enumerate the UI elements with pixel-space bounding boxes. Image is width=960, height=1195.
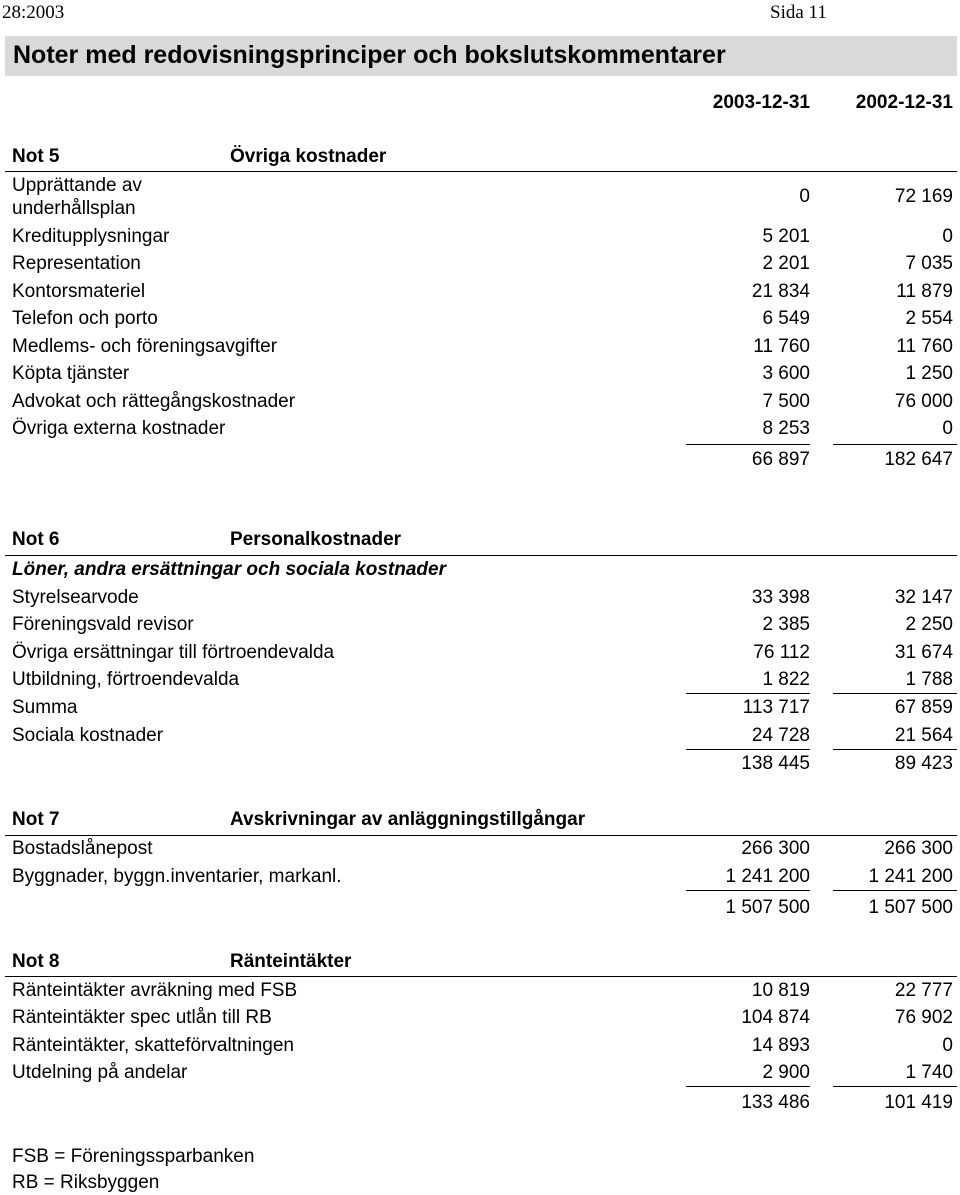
value-2002: 0 [942, 418, 953, 439]
row-label: Advokat och rättegångskostnader [12, 391, 296, 412]
row-label: Utbildning, förtroendevalda [12, 669, 240, 690]
note-title: Personalkostnader [230, 529, 402, 550]
value-2002: 11 760 [896, 336, 953, 357]
sum-underline [833, 1086, 957, 1087]
value-2003: 104 874 [741, 1007, 810, 1028]
total-2002: 89 423 [894, 753, 953, 774]
value-2003: 2 900 [762, 1062, 810, 1083]
column-header-2002: 2002-12-31 [855, 92, 953, 113]
note-number: Not 8 [12, 951, 60, 972]
value-2003: 76 112 [753, 642, 810, 663]
value-2003: 6 549 [762, 308, 810, 329]
row-label: Sociala kostnader [12, 725, 164, 746]
note-5-row [0, 363, 960, 389]
value-2003: 5 201 [762, 226, 810, 247]
note-5-row [0, 336, 960, 362]
note-8-row [0, 1062, 960, 1088]
value-2002: 72 169 [894, 186, 953, 207]
page-title: Noter med redovisningsprinciper och bokslutskommentarer [13, 41, 726, 69]
row-label: Medlems- och föreningsavgifter [12, 336, 278, 357]
value-2002: 2 250 [905, 614, 953, 635]
row-label: Ränteintäkter, skatteförvaltningen [12, 1035, 295, 1056]
value-2002: 0 [942, 226, 953, 247]
column-header-2003: 2003-12-31 [712, 92, 810, 113]
row-label: Styrelsearvode [12, 587, 139, 608]
value-2002: 31 674 [894, 642, 953, 663]
total-2003: 66 897 [751, 449, 810, 470]
note-6-row [0, 614, 960, 640]
value-2002: 2 554 [905, 308, 953, 329]
note-5-row [0, 391, 960, 417]
value-2003: 7 500 [762, 391, 810, 412]
value-2003: 2 385 [762, 614, 810, 635]
page-number: Sida 11 [770, 2, 827, 23]
total-2002: 182 647 [884, 449, 953, 470]
value-2003: 266 300 [741, 838, 810, 859]
value-2002: 1 788 [905, 669, 953, 690]
value-2002: 67 859 [894, 697, 953, 718]
value-2002: 1 740 [905, 1062, 953, 1083]
note-5-row [0, 226, 960, 252]
note-5-row [0, 253, 960, 279]
note-7-header [0, 809, 960, 835]
total-2003: 1 507 500 [725, 897, 810, 918]
note-6-rule [5, 555, 957, 556]
value-2003: 24 728 [751, 725, 810, 746]
value-2003: 113 717 [742, 697, 810, 718]
note-number: Not 6 [12, 529, 60, 550]
note-6-total [0, 753, 960, 779]
value-2003: 33 398 [751, 587, 810, 608]
sum-underline [833, 749, 957, 750]
note-6-row [0, 697, 960, 723]
sum-underline [833, 890, 957, 891]
value-2002: 266 300 [884, 838, 953, 859]
total-2003: 138 445 [741, 753, 810, 774]
value-2003: 2 201 [762, 253, 810, 274]
sum-underline [686, 1086, 810, 1087]
value-2002: 22 777 [894, 980, 953, 1001]
total-2002: 1 507 500 [868, 897, 953, 918]
total-2002: 101 419 [884, 1092, 953, 1113]
note-8-rule [5, 976, 957, 977]
note-6-header [0, 529, 960, 555]
row-label: Föreningsvald revisor [12, 614, 194, 635]
sum-underline [686, 444, 810, 445]
value-2003: 3 600 [762, 363, 810, 384]
row-label: Kreditupplysningar [12, 226, 170, 247]
row-label: Representation [12, 253, 141, 274]
note-title: Ränteintäkter [230, 951, 352, 972]
note-8-row [0, 980, 960, 1006]
value-2002: 1 250 [905, 363, 953, 384]
row-label: Köpta tjänster [12, 363, 130, 384]
footnote: FSB = Föreningssparbanken [12, 1146, 255, 1167]
note-5-row [0, 418, 960, 444]
note-5-row [0, 308, 960, 334]
sum-underline [833, 444, 957, 445]
row-label: Summa [12, 697, 78, 718]
row-label: Ränteintäkter avräkning med FSB [12, 980, 298, 1001]
note-7-row [0, 866, 960, 892]
row-label: Övriga externa kostnader [12, 418, 226, 439]
note-number: Not 5 [12, 146, 60, 167]
value-2002: 76 902 [894, 1007, 953, 1028]
note-number: Not 7 [12, 809, 60, 830]
row-label: Bostadslånepost [12, 838, 153, 859]
note-8-total [0, 1092, 960, 1118]
note-6-row [0, 642, 960, 668]
value-2002: 76 000 [894, 391, 953, 412]
row-label: Övriga ersättningar till förtroendevalda [12, 642, 335, 663]
note-5-rule [5, 171, 957, 172]
value-2003: 8 253 [762, 418, 810, 439]
value-2003: 21 834 [751, 281, 810, 302]
note-5-header [0, 146, 960, 172]
sum-underline [686, 890, 810, 891]
note-5-row [0, 186, 960, 212]
row-label-line: Upprättande av [12, 175, 142, 196]
note-6-row [0, 725, 960, 751]
note-5-row [0, 281, 960, 307]
note-6-row [0, 587, 960, 613]
row-label: Utdelning på andelar [12, 1062, 188, 1083]
title-bar [5, 36, 957, 76]
note-6-subheading: Löner, andra ersättningar och sociala kostnader [12, 559, 446, 580]
note-7-row [0, 838, 960, 864]
value-2003: 1 822 [762, 669, 810, 690]
row-label: Kontorsmateriel [12, 281, 146, 302]
note-title: Övriga kostnader [230, 146, 387, 167]
note-8-row [0, 1007, 960, 1033]
value-2002: 11 879 [896, 281, 953, 302]
note-5-total [0, 449, 960, 475]
row-label: Ränteintäkter spec utlån till RB [12, 1007, 272, 1028]
total-2003: 133 486 [741, 1092, 810, 1113]
value-2003: 1 241 200 [725, 866, 810, 887]
note-8-header [0, 951, 960, 977]
row-label-line: underhållsplan [12, 198, 136, 219]
note-8-row [0, 1035, 960, 1061]
value-2003: 14 893 [751, 1035, 810, 1056]
value-2002: 7 035 [905, 253, 953, 274]
sum-underline [686, 749, 810, 750]
row-label: Telefon och porto [12, 308, 158, 329]
value-2003: 11 760 [753, 336, 810, 357]
value-2002: 1 241 200 [868, 866, 953, 887]
footnote: RB = Riksbyggen [12, 1172, 160, 1193]
value-2003: 0 [799, 186, 810, 207]
row-label: Byggnader, byggn.inventarier, markanl. [12, 866, 342, 887]
note-6-row [0, 669, 960, 695]
sum-underline [833, 693, 957, 694]
value-2003: 10 819 [751, 980, 810, 1001]
sum-underline [686, 693, 810, 694]
note-7-rule [5, 835, 957, 836]
page-id: 28:2003 [2, 2, 65, 23]
note-7-total [0, 897, 960, 923]
value-2002: 21 564 [894, 725, 953, 746]
value-2002: 32 147 [894, 587, 953, 608]
value-2002: 0 [942, 1035, 953, 1056]
note-title: Avskrivningar av anläggningstillgångar [230, 809, 586, 830]
